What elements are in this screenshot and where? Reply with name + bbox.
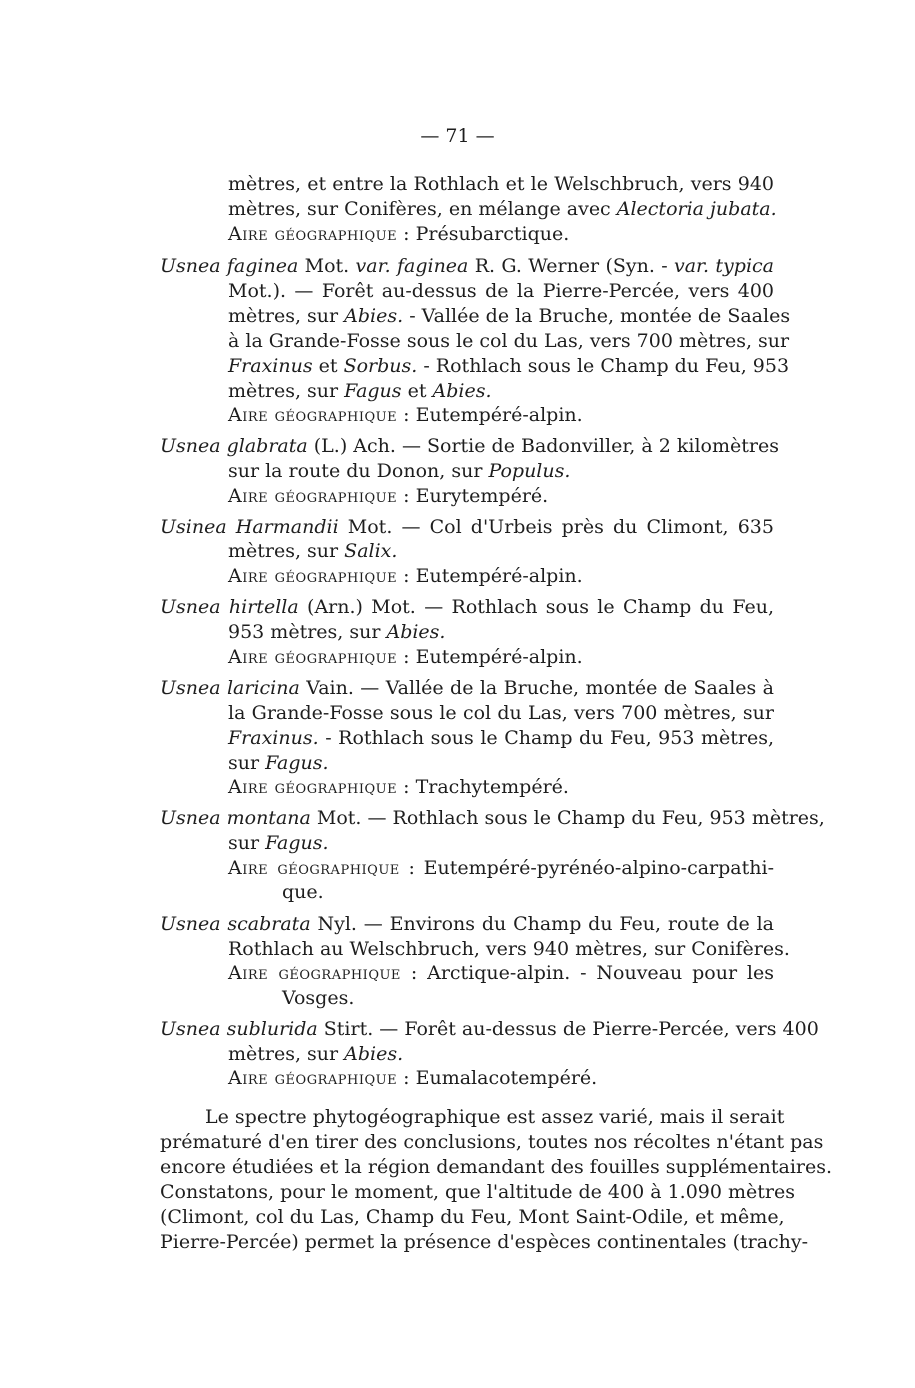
geographic-area-line: Aire géographique : Eutempéré-alpin. [228, 565, 583, 587]
paragraph-line: (Climont, col du Las, Champ du Feu, Mont Saint-Odile, et même, [160, 1206, 785, 1228]
text-line: mètres, sur Abies. [228, 1043, 404, 1065]
geographic-area-line: Aire géographique : Eutempéré-alpin. [228, 646, 583, 668]
text-line: mètres, sur Abies. - Vallée de la Bruche, montée de Saales [228, 305, 791, 327]
geographic-area-line: Aire géographique : Eutempéré-alpin. [228, 404, 583, 426]
text-line: Mot.). — Forêt au-dessus de la Pierre-Percée, vers 400 [228, 280, 774, 302]
geographic-area-line: Aire géographique : Arctique-alpin. - Nouveau pour les [228, 962, 774, 984]
geographic-area-line: Aire géographique : Présubarctique. [228, 223, 570, 245]
geographic-area-line: Aire géographique : Eutempéré-pyrénéo-alpino-carpathi- [228, 857, 774, 879]
text-line: à la Grande-Fosse sous le col du Las, vers 700 mètres, sur [228, 330, 790, 352]
text-line: sur la route du Donon, sur Populus. [228, 460, 571, 482]
text-line: mètres, et entre la Rothlach et le Welschbruch, vers 940 [228, 173, 774, 195]
paragraph-line: encore étudiées et la région demandant des fouilles supplémentaires. [160, 1156, 833, 1178]
geographic-area-line: Aire géographique : Eumalacotempéré. [228, 1067, 598, 1089]
species-entry-heading: Usinea Harmandii Mot. — Col d'Urbeis près du Climont, 635 [160, 516, 774, 538]
paragraph-line: Le spectre phytogéographique est assez varié, mais il serait [205, 1106, 785, 1128]
text-line: mètres, sur Conifères, en mélange avec Alectoria jubata. [228, 198, 777, 220]
paragraph-line: prématuré d'en tirer des conclusions, toutes nos récoltes n'étant pas [160, 1131, 824, 1153]
species-entry-heading: Usnea glabrata (L.) Ach. — Sortie de Badonviller, à 2 kilomètres [160, 435, 779, 457]
text-line: Fraxinus et Sorbus. - Rothlach sous le Champ du Feu, 953 [228, 355, 790, 377]
species-entry-heading: Usnea montana Mot. — Rothlach sous le Champ du Feu, 953 mètres, [160, 807, 825, 829]
text-line: Fraxinus. - Rothlach sous le Champ du Feu, 953 mètres, [228, 727, 774, 749]
page-number: — 71 — [420, 125, 495, 147]
species-entry-heading: Usnea scabrata Nyl. — Environs du Champ du Feu, route de la [160, 913, 774, 935]
text-line: que. [282, 881, 324, 903]
geographic-area-line: Aire géographique : Trachytempéré. [228, 776, 569, 798]
species-entry-heading: Usnea laricina Vain. — Vallée de la Bruche, montée de Saales à [160, 677, 774, 699]
text-line: 953 mètres, sur Abies. [228, 621, 446, 643]
text-line: Vosges. [282, 987, 355, 1009]
paragraph-line: Pierre-Percée) permet la présence d'espèces continentales (trachy- [160, 1231, 809, 1253]
text-line: la Grande-Fosse sous le col du Las, vers 700 mètres, sur [228, 702, 774, 724]
species-entry-heading: Usnea hirtella (Arn.) Mot. — Rothlach sous le Champ du Feu, [160, 596, 775, 618]
text-line: mètres, sur Fagus et Abies. [228, 380, 492, 402]
text-line: mètres, sur Salix. [228, 540, 398, 562]
geographic-area-line: Aire géographique : Eurytempéré. [228, 485, 549, 507]
text-line: Rothlach au Welschbruch, vers 940 mètres, sur Conifères. [228, 938, 790, 960]
species-entry-heading: Usnea faginea Mot. var. faginea R. G. Werner (Syn. - var. typica [160, 255, 774, 277]
paragraph-line: Constatons, pour le moment, que l'altitude de 400 à 1.090 mètres [160, 1181, 795, 1203]
text-line: sur Fagus. [228, 832, 329, 854]
species-entry-heading: Usnea sublurida Stirt. — Forêt au-dessus de Pierre-Percée, vers 400 [160, 1018, 819, 1040]
text-line: sur Fagus. [228, 752, 329, 774]
